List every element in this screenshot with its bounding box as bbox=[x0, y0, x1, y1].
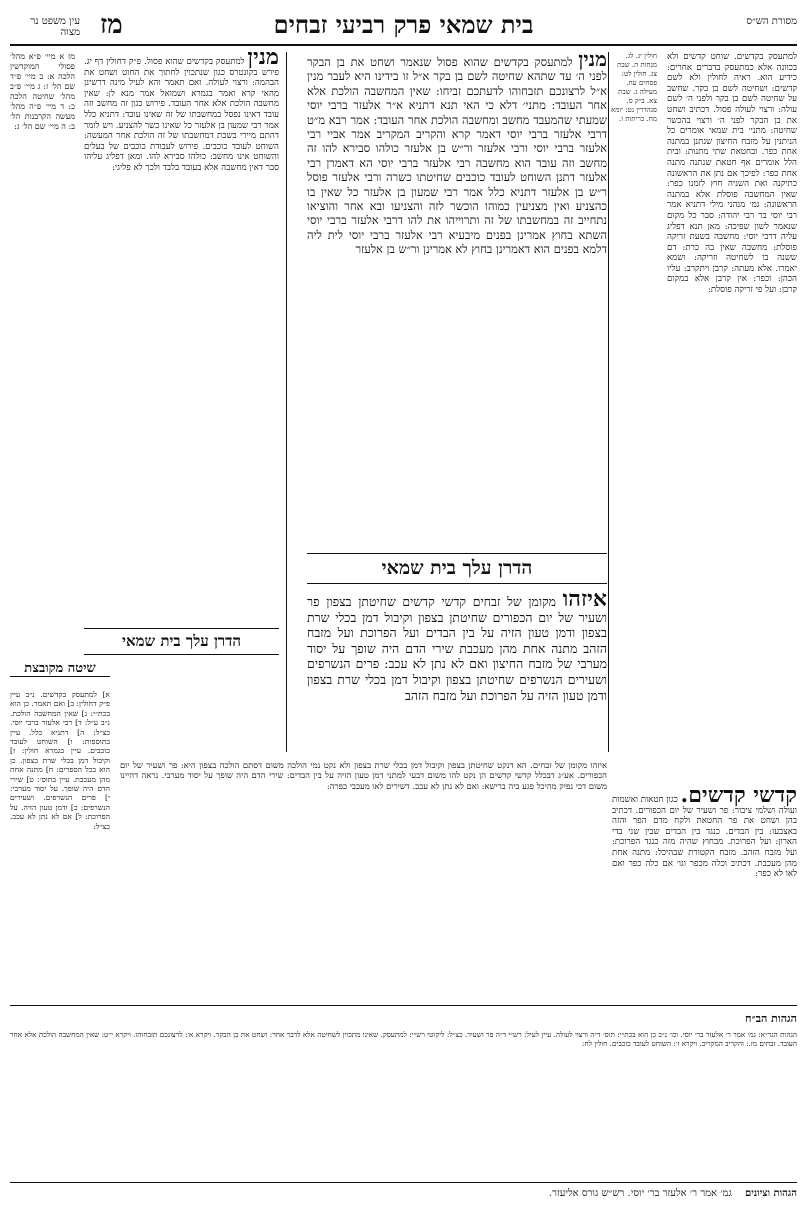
page-number: מז bbox=[100, 10, 123, 40]
rashi-lower-body: כגון חטאות ואשמות ועולה ושלמי ציבור: פר ושעיר של יום הכפורים. דכתיב בהן ושחט את פר החטאת ולקח מדם הפר והזה באצבעו: בין הבדים. כנגד בין הבדים שבין שני בדי הארון: ועל הפרוכת. מבחוץ שהיה מזה כנגד הפרוכת: ועל מזבח הזהב. מזבח הקטורת שבהיכל: מתנה אחת מהן מעכבת. דכתיב וכלה מכפר וגו׳ אם כלה כפר ואם לאו לא כפר: bbox=[612, 795, 797, 880]
masoret-label: מסורת הש״ס bbox=[746, 16, 797, 27]
mishnah-opener: איזהו bbox=[562, 592, 607, 612]
bottom-notes bbox=[10, 1030, 797, 1155]
rashi-lower-paragraph bbox=[612, 790, 797, 880]
bottom-notes-text: הגהות הגר״א: גמ׳ אמר ר׳ אלעזר בר׳ יוסי. וכו׳ נ״ב כן הוא בכת״י: תוס׳ ד״ה ורצוי לעולה. עיין לעיל: רש״י ד״ה פר ושעיר. כצ״ל: ליקוטי רש״י: למתעסק. שאינו מתכוין לשחיטה אלא לדבר אחר: ושחט את בן הבקר. ויקרא א׳: לרצונכם תזבחוהו. ויקרא י״ט: שאין המחשבה הולכת אלא אחר העובד. זבחים מז.: והקריב המקריב. ויקרא ז׳: השוחט לעובד כוכבים. חולין לח: bbox=[10, 1030, 797, 1048]
page-header bbox=[10, 8, 797, 46]
tosafot-lower-commentary bbox=[120, 760, 607, 1000]
tosafot-opener: מנין bbox=[247, 52, 279, 70]
rashi-lower-opener: קדשי קדשים. bbox=[680, 790, 797, 808]
footer-text: גמ׳ אמר ר׳ אלעזר בר׳ יוסי. רש״ש גורס אליעזר. bbox=[548, 1188, 732, 1199]
tosafot-lower-text: איזהו מקומן של זבחים. הא דנקט שחיטתן בצפון וקיבול דמן בכלי שרת בצפון ולא נקט נמי הולכה משום דסתם הולכה בצפון היא: פר ושעיר של יום הכפורים. אע״ג דבכלל קדשי קדשים הן נקט להו משום דבעי למתני דמן טעון הזיה על בין הבדים: שירי הדם היה שופך על יסוד מערבי. נראה דהיינו משום דכי נפיק מהיכל פגע ביה ברישא: ואם לא נתן לא עכב. דשירים לאו מעכבי כפרה: bbox=[120, 760, 607, 791]
shita-text: א] למתעסק בקדשים. נ״ב עיין פ״ק דחולין: ב] ואם תאמר. כן הוא בכת״י: ג] שאין המחשבה הולכת. נ״ב ע״ל: ד] רבי אלעזר ברבי יוסי. כצ״ל: ה] דתניא כלל. עיין בתוספות: ו] השוחט לעובד כוכבים. עיין בגמרא חולין: ז] וקיבול דמן בכלי שרת בצפון. כן הוא בכל הספרים: ח] מתנה אחת מהן מעכבת. עיין בתוס׳: ט] שירי הדם היה שופך. על יסוד מערבי: י] פרים הנשרפים. ושעירים הנשרפים: כ] ודמן טעון הזיה. על הפרוכת: ל] אם לא נתן לא עכב. כצ״ל: bbox=[10, 690, 110, 831]
hagahot-label: הגהות הב״ח bbox=[745, 1012, 797, 1025]
rashi-lower-commentary bbox=[612, 790, 797, 1000]
gemara-paragraph bbox=[307, 52, 607, 257]
rashi-text: למתעסק בקדשים. שוחט קדשים ולא בכוונה אלא כמתעסק בדברים אחרים: כידיע הוא. ראיה לחולין ולא לשם קדשים: ושחיטה לשם בן בקר. שחשב על שחיטה לשם בן בקר ולפני ה׳ לשם עולה: ורצוי לעולה פסול. דכתיב ושחט את בן הבקר לפני ה׳ ורצוי בהכשר שחיטה: מתני׳ בית שמאי אומרים כל הניתנין על מזבח החיצון שנתנן במתנה אחת כפר. ובחטאת שתי מתנות: ובית הלל אומרים אף חטאת שנתנה מתנה אחת כפר: לפיכך אם נתן את הראשונה כתיקנה ואת השניה חוץ לזמנו כפר: שאין המחשבה פוסלת אלא במתנה הראשונה: גמ׳ מנהני מילי דתניא אמר רבי יוסי בר רבי יהודה: סבר כל מקום שנאמר לשון שפיכה: מאן תנא דפליג עליה דרבי יוסי: מחשבה בשעת זריקה פוסלת: מחשבה שאין בה כרת: דם ששנה בו לשחיטה וזריקה: ושמא יאמרו. אלא מעתה: קרבן ויתקרב: עליו הכהן: וכפר: אין קרבן אלא במקום קרבן: ועל פי זריקה פוסלת: bbox=[667, 52, 797, 296]
ein-mishpat-column bbox=[10, 52, 75, 292]
gemara-body: למתעסק בקדשים שהוא פסול שנאמר ושחט את בן הבקר לפני ה׳ עד שתהא שחיטה לשם בן בקר א״ל זו בידינו היא לעבר מנין א״ל לרצונכם תזבחוהו לדעתכם זביחו: שאין המחשבה הולכת אלא אחר העובד: מתני׳ דלא כי האי תנא דתניא א״ר אלעזר ברבי יוסי שמעתי שהמעבד מחשב ומחשבה הולכת אחר העובד: אמר רבא מ״ט דרבי אלעזר ברבי יוסי דאמר קרא והקריב המקריב אמר אביי רבי אלעזר ברבי יוסי ורבי אלעזר ור״ש בן אלעזר כולהו סבירא להו זה מחשב וזה עובד הוא מחשבה רבי אלעזר ברבי יוסי הא דאמרן רבי אלעזר דתנן השוחט לעובד כוכבים שחיטתו כשרה ורבי אלעזר פוסל ר״ש בן אלעזר דתניא כלל אמר רבי שמעון בן אלעזר כל שאין בו כהצניע ואין מצניעין כמוהו הוכשר לזה והצניעו ובא אחר והוציאו נתחייב זה במחשבתו של זה ותרוייהו את להו דרבי אלעזר ברבי יוסי השתא בחוץ אמרינן בפנים מיבעיא רבי אלעזר ברבי יוסי לית ליה דלמא בפנים הוא דאמרינן בחוץ לא אמרינן ור״ש בן אלעזר bbox=[307, 55, 607, 257]
tosafot-body: למתעסק בקדשים שהוא פסול. פ״ק דחולין דף יג. פירש בקונטרס כגון שנתכוין לחתוך את החוט ושחט את הבהמה: ורצוי לעולה. ואם תאמר והא לעיל מינה דרשינן מהאי קרא ואמר בגמרא ושמואל אמר מנא לן: שאין מחשבה הולכת אלא אחר העובד. פירוש כגון זה מחשב וזה עובד דאינו נפסל במחשבתו של זה שאינו עובד: דתניא כלל אמר רבי שמעון בן אלעזר כל שאינו כשר להצניע. ויש לומר דהתם מיירי בשבת דמחשבתו של זה הולכת אחר המעשה: השוחט לעובד כוכבים. פירוש לעבודת כוכבים של בעלים והשוחט אינו מחשב: כולהו סבירא להו. ומאן דפליג עליהו סבר דאין מחשבה אלא בעובד בלבד ולכך לא פליגי: bbox=[84, 57, 279, 173]
mishnah-text bbox=[307, 592, 607, 742]
column-divider bbox=[286, 52, 287, 752]
tosafot-paragraph bbox=[84, 52, 279, 174]
gemara-opener: מנין bbox=[578, 52, 607, 71]
page-footer bbox=[10, 1182, 797, 1205]
section-divider bbox=[10, 1005, 797, 1006]
shita-mekubetzet-title: שיטה מקובצת bbox=[10, 660, 110, 677]
footer-label: הגהות וציונים bbox=[744, 1188, 797, 1199]
ein-mishpat-label: עין משפט נר מצוה bbox=[30, 16, 80, 38]
hadran-heading: הדרן עלך בית שמאי bbox=[307, 553, 607, 584]
rashi-commentary bbox=[667, 52, 797, 742]
masoret-hashas: חולין יג. לג. מנחות ה. שבת צג. חולין לט: פסחים עח. מעילה ג. שבת צא. ב״ק ס. סנהדרין נט: יומא מח. כריתות ו. bbox=[611, 52, 657, 123]
page-title: בית שמאי פרק רביעי זבחים bbox=[273, 10, 534, 39]
ein-mishpat-text: מז א מיי׳ פ״א מהל׳ פסולי המוקדשין הלכה א: ב מיי׳ פ״ד שם הל׳ ז: ג מיי׳ פ״ב מהל׳ שחיטה הלכה כ: ד מיי׳ פ״ה מהל׳ מעשה הקרבנות הל׳ ב: ה מיי׳ שם הל׳ ג: bbox=[10, 52, 75, 131]
hadran-tosafot-heading: הדרן עלך בית שמאי bbox=[84, 628, 279, 655]
tosafot-commentary bbox=[84, 52, 279, 622]
gemara-text bbox=[307, 52, 607, 542]
mishnah-body: מקומן של זבחים קדשי קדשים שחיטתן בצפון פר ושעיר של יום הכפורים שחיטתן בצפון וקיבול דמן בכלי שרת בצפון ודמן טעון הזיה על בין הבדים ועל הפרוכת ועל מזבח הזהב מתנה אחת מהן מעכבת שירי הדם היה שופך על יסוד מערבי של מזבח החיצון ואם לא נתן לא עכב: פרים הנשרפים ושעירים הנשרפים שחיטתן בצפון וקיבול דמן בכלי שרת בצפון ודמן טעון הזיה על הפרוכת ועל מזבח הזהב bbox=[307, 594, 607, 703]
